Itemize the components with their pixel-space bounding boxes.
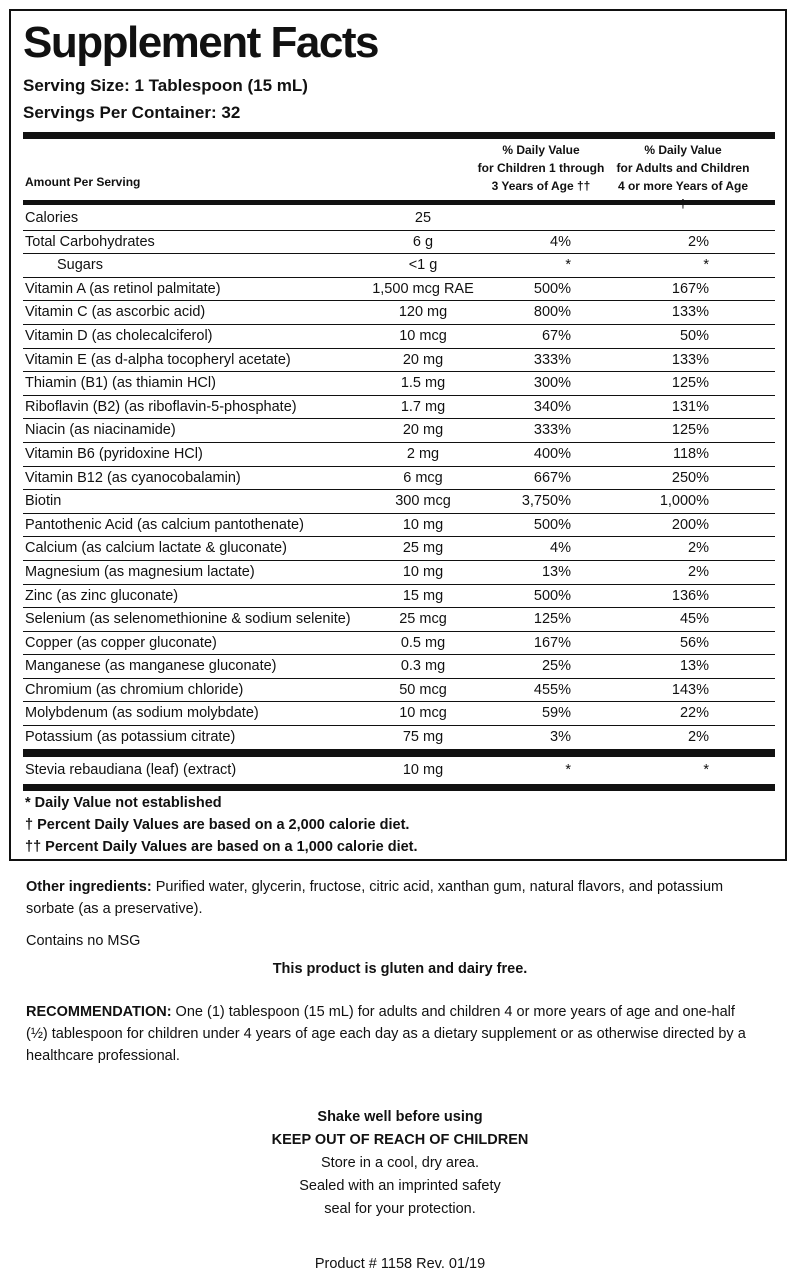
nutrient-amount: 10 mg [402, 563, 444, 580]
nutrient-name: Vitamin E (as d-alpha tocopheryl acetate) [25, 351, 291, 368]
nutrient-name: Manganese (as manganese gluconate) [25, 658, 277, 675]
dv-adults: 133% [671, 304, 709, 321]
nutrient-amount: 50 mcg [399, 681, 447, 698]
table-row [23, 325, 775, 349]
nutrient-amount: 120 mg [398, 304, 448, 321]
dv-adults: 50% [679, 327, 709, 344]
recommendation [26, 1001, 756, 1067]
dv-children: 3% [550, 729, 571, 746]
nutrient-name: Chromium (as chromium chloride) [25, 681, 244, 698]
dv-children: 333% [533, 351, 571, 368]
dv-children: 455% [533, 681, 571, 698]
table-row [23, 537, 775, 561]
other-ingredient-table [23, 759, 775, 783]
nutrient-amount: 10 mcg [399, 705, 447, 722]
shake-note: Shake well before using [317, 1109, 483, 1125]
dv-children: 340% [533, 398, 571, 415]
dv-children: 500% [533, 280, 571, 297]
nutrient-amount: 20 mg [402, 351, 444, 368]
nutrient-name: Calories [25, 210, 79, 226]
table-row [23, 490, 775, 514]
table-row [23, 679, 775, 703]
nutrient-name: Magnesium (as magnesium lactate) [25, 563, 255, 580]
footnote: † Percent Daily Values are based on a 2,000 calorie diet. [25, 817, 410, 833]
dv-children: 500% [533, 587, 571, 604]
nutrient-name: Sugars [57, 257, 103, 274]
serving-size: Serving Size: 1 Tablespoon (15 mL) [23, 76, 308, 95]
product-code: Product # 1158 Rev. 01/19 [314, 1256, 486, 1272]
keep-out-warning: KEEP OUT OF REACH OF CHILDREN [271, 1132, 529, 1148]
seal-note: Sealed with an imprinted safety [299, 1178, 501, 1194]
nutrient-table [23, 207, 775, 750]
dv-adults-header: % Daily Value for Adults and Children 4 or more Years of Age [616, 143, 750, 193]
table-row [23, 396, 775, 420]
msg-note: Contains no MSG [26, 933, 141, 949]
nutrient-amount: 25 mcg [399, 611, 447, 628]
panel-title: Supplement Facts [23, 18, 378, 67]
nutrient-amount: 25 [414, 210, 432, 226]
dv-adults: 200% [671, 516, 709, 533]
table-row [23, 278, 775, 302]
dv-children: 125% [533, 611, 571, 628]
table-row [23, 467, 775, 491]
thick-divider [23, 750, 775, 757]
dv-adults: 2% [688, 540, 709, 557]
nutrient-name: Total Carbohydrates [25, 233, 155, 250]
dv-adults: 125% [671, 422, 709, 439]
nutrient-name: Vitamin A (as retinol palmitate) [25, 280, 221, 297]
dv-children: 500% [533, 516, 571, 533]
nutrient-amount: 15 mg [402, 587, 444, 604]
dv-adults: 143% [671, 681, 709, 698]
other-ingredients [26, 876, 756, 920]
seal-note-2: seal for your protection. [324, 1201, 476, 1217]
footnote: * Daily Value not established [25, 795, 222, 811]
table-row [23, 632, 775, 656]
header-divider [23, 200, 775, 205]
nutrient-name: Niacin (as niacinamide) [25, 422, 176, 439]
nutrient-name: Vitamin B12 (as cyanocobalamin) [25, 469, 241, 486]
table-row [23, 702, 775, 726]
footnote: †† Percent Daily Values are based on a 1,000 calorie diet. [25, 839, 418, 855]
nutrient-amount: 6 g [412, 233, 434, 250]
table-row [23, 254, 775, 278]
other-ingredients-label: Other ingredients: [26, 879, 152, 895]
other-ingredients-text: Purified water, glycerin, fructose, citric acid, xanthan gum, natural flavors, and potassium sorbate (as a preservative). [26, 879, 724, 917]
recommendation-label: RECOMMENDATION: [26, 1004, 172, 1020]
nutrient-name: Pantothenic Acid (as calcium pantothenate) [25, 516, 304, 533]
table-row [23, 608, 775, 632]
nutrient-name: Riboflavin (B2) (as riboflavin-5-phosphate) [25, 398, 297, 415]
nutrient-name: Stevia rebaudiana (leaf) (extract) [25, 762, 237, 778]
nutrient-name: Biotin [25, 493, 62, 510]
table-row [23, 726, 775, 750]
gluten-note: This product is gluten and dairy free. [272, 961, 528, 977]
dv-adults: 167% [671, 280, 709, 297]
dv-adults: 13% [679, 658, 709, 675]
dv-children: 4% [550, 540, 571, 557]
amount-per-serving-label: Amount Per Serving [25, 175, 141, 189]
dv-adults: 1,000% [659, 493, 709, 510]
servings-per-container: Servings Per Container: 32 [23, 103, 241, 122]
dv-adults: 2% [688, 233, 709, 250]
dv-adults: 133% [671, 351, 709, 368]
dv-children: 4% [550, 233, 571, 250]
dv-children: 167% [533, 634, 571, 651]
nutrient-amount: 10 mg [402, 762, 444, 778]
dv-adults: 22% [679, 705, 709, 722]
dv-children: 400% [533, 445, 571, 462]
nutrient-name: Calcium (as calcium lactate & gluconate) [25, 540, 287, 557]
nutrient-amount: 1,500 mcg RAE [372, 280, 474, 297]
nutrient-amount: 75 mg [402, 729, 444, 746]
supplement-facts-panel [9, 9, 787, 861]
nutrient-name: Vitamin B6 (pyridoxine HCl) [25, 445, 203, 462]
nutrient-name: Thiamin (B1) (as thiamin HCl) [25, 375, 216, 392]
dv-adults: 125% [671, 375, 709, 392]
nutrient-name: Copper (as copper gluconate) [25, 634, 217, 651]
table-row [23, 443, 775, 467]
dv-children: 67% [541, 327, 571, 344]
dv-adults: 136% [671, 587, 709, 604]
table-row [23, 514, 775, 538]
table-row [23, 419, 775, 443]
nutrient-amount: 1.7 mg [400, 398, 446, 415]
table-row [23, 207, 775, 231]
table-row [23, 585, 775, 609]
dv-children: * [565, 762, 571, 778]
dv-children: 300% [533, 375, 571, 392]
dv-adults: 250% [671, 469, 709, 486]
table-row [23, 561, 775, 585]
nutrient-amount: 20 mg [402, 422, 444, 439]
dv-children: 25% [541, 658, 571, 675]
table-row [23, 301, 775, 325]
table-row [23, 349, 775, 373]
nutrient-name: Potassium (as potassium citrate) [25, 729, 236, 746]
nutrient-amount: 6 mcg [403, 469, 443, 486]
nutrient-name: Vitamin D (as cholecalciferol) [25, 327, 213, 344]
nutrient-amount: 1.5 mg [400, 375, 446, 392]
dv-adults: 56% [679, 634, 709, 651]
dv-adults: * [703, 762, 709, 778]
nutrient-name: Selenium (as selenomethionine & sodium selenite) [25, 611, 351, 628]
dv-children: 59% [541, 705, 571, 722]
dv-children: 800% [533, 304, 571, 321]
thick-divider [23, 132, 775, 139]
table-row [23, 231, 775, 255]
dv-children: * [565, 257, 571, 274]
nutrient-amount: 300 mcg [395, 493, 451, 510]
nutrient-amount: 10 mcg [399, 327, 447, 344]
nutrient-name: Zinc (as zinc gluconate) [25, 587, 179, 604]
nutrient-name: Vitamin C (as ascorbic acid) [25, 304, 206, 321]
storage-note: Store in a cool, dry area. [321, 1155, 479, 1171]
dv-adults: 131% [671, 398, 709, 415]
nutrient-name: Molybdenum (as sodium molybdate) [25, 705, 259, 722]
thick-divider [23, 784, 775, 791]
dv-children-header: % Daily Value for Children 1 through 3 Years of Age †† [477, 143, 605, 193]
table-row [23, 759, 775, 783]
dv-children: 667% [533, 469, 571, 486]
dv-children: 333% [533, 422, 571, 439]
nutrient-amount: 0.5 mg [400, 634, 446, 651]
recommendation-text: One (1) tablespoon (15 mL) for adults and children 4 or more years of age and one-half (½) tablespoon for children under 4 years of age each day as a dietary supplement or as otherwise directed by a healthcare professional. [26, 1004, 746, 1064]
dv-adults: 45% [679, 611, 709, 628]
dv-children: 13% [541, 563, 571, 580]
dv-adults: 2% [688, 729, 709, 746]
dv-adults: * [703, 257, 709, 274]
nutrient-amount: <1 g [408, 257, 438, 274]
dv-adults: 2% [688, 563, 709, 580]
nutrient-amount: 10 mg [402, 516, 444, 533]
table-row [23, 655, 775, 679]
nutrient-amount: 25 mg [402, 540, 444, 557]
table-row [23, 372, 775, 396]
nutrient-amount: 0.3 mg [400, 658, 446, 675]
dv-adults: 118% [672, 445, 709, 462]
dv-children: 3,750% [521, 493, 571, 510]
nutrient-amount: 2 mg [406, 445, 440, 462]
